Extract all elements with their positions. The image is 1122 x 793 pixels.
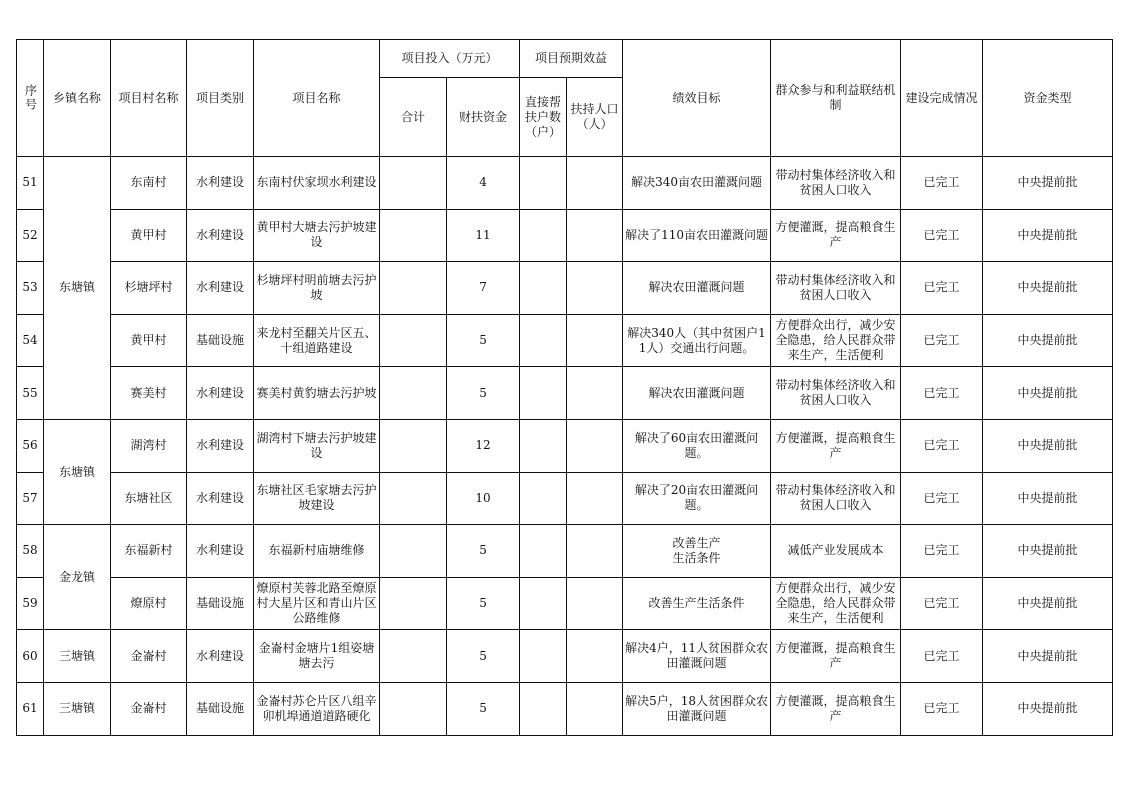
cell-category [187, 682, 254, 735]
cell-text: 中央提前批 [1017, 701, 1078, 716]
cell-text: 赛美村黄豹塘去污护坡 [256, 385, 377, 400]
cell-category [187, 157, 254, 210]
cell-seq: 60 [17, 630, 44, 683]
cell-text: 湖湾村下塘去污护坡建设 [256, 430, 377, 460]
cell-text: 12 [475, 438, 491, 453]
cell-town: 金龙镇 [44, 525, 111, 630]
cell-project [254, 525, 380, 578]
cell-category [187, 209, 254, 262]
cell-text: 已完工 [923, 175, 960, 190]
cell-text: 燎原村芙蓉北路至燎原村大星片区和青山片区公路维修 [256, 581, 377, 626]
cell-status [901, 525, 983, 578]
cell-text: 改善生产 生活条件 [672, 535, 721, 565]
cell-text: 方便灌溉，提高粮食生产 [775, 430, 896, 460]
cell-goal [623, 682, 771, 735]
cell-town: 三塘镇 [44, 630, 111, 683]
cell-people [567, 577, 623, 630]
cell-text: 5 [479, 543, 487, 558]
cell-village [111, 630, 187, 683]
cell-mechanism [771, 419, 901, 472]
cell-total [380, 525, 447, 578]
cell-text: 东塘社区 [124, 490, 173, 505]
cell-text: 杉塘坪村明前塘去污护坡 [256, 272, 377, 302]
cell-goal [623, 314, 771, 367]
cell-text: 东南村伏家坝水利建设 [256, 175, 377, 190]
table-row [17, 367, 1113, 420]
cell-goal [623, 472, 771, 525]
cell-text: 已完工 [923, 701, 960, 716]
cell-seq: 54 [17, 314, 44, 367]
cell-text: 基础设施 [195, 333, 244, 348]
table-row [17, 209, 1113, 262]
cell-text: 方便灌溉，提高粮食生产 [775, 693, 896, 723]
cell-text: 东福新村 [124, 543, 173, 558]
cell-goal [623, 525, 771, 578]
cell-category [187, 262, 254, 315]
cell-text: 黄甲村大塘去污护坡建设 [256, 220, 377, 250]
cell-households [520, 367, 567, 420]
cell-seq: 57 [17, 472, 44, 525]
cell-fund [447, 577, 520, 630]
cell-fund [447, 262, 520, 315]
header-village: 项目村名称 [111, 40, 187, 157]
cell-text: 10 [475, 490, 491, 505]
cell-text: 方便群众出行，减少安全隐患，给人民群众带来生产，生活便利 [775, 581, 896, 626]
cell-people [567, 314, 623, 367]
cell-text: 水利建设 [195, 280, 244, 295]
cell-households [520, 630, 567, 683]
cell-text: 5 [479, 701, 487, 716]
cell-text: 已完工 [923, 438, 960, 453]
cell-fund [447, 682, 520, 735]
cell-project [254, 314, 380, 367]
cell-text: 带动村集体经济收入和贫困人口收入 [775, 272, 896, 302]
cell-text: 黄甲村 [130, 333, 167, 348]
cell-people [567, 682, 623, 735]
cell-text: 水利建设 [195, 438, 244, 453]
header-households: 直接帮扶户数（户） [520, 78, 567, 157]
cell-households [520, 419, 567, 472]
cell-total [380, 630, 447, 683]
cell-fund-type [983, 367, 1113, 420]
table-row [17, 472, 1113, 525]
cell-fund [447, 314, 520, 367]
cell-text: 水利建设 [195, 175, 244, 190]
cell-fund-type [983, 630, 1113, 683]
cell-text: 解决340人（其中贫困户11人）交通出行问题。 [627, 325, 766, 355]
header-people: 扶持人口（人） [567, 78, 623, 157]
cell-text: 赛美村 [130, 385, 167, 400]
cell-status [901, 367, 983, 420]
cell-people [567, 157, 623, 210]
cell-fund-type [983, 262, 1113, 315]
cell-text: 杉塘坪村 [124, 280, 173, 295]
cell-status [901, 314, 983, 367]
cell-status [901, 577, 983, 630]
cell-text: 东福新村庙塘维修 [268, 543, 365, 558]
cell-category [187, 419, 254, 472]
cell-mechanism [771, 472, 901, 525]
cell-town: 东塘镇 [44, 419, 111, 524]
cell-category [187, 472, 254, 525]
cell-fund [447, 630, 520, 683]
cell-category [187, 314, 254, 367]
cell-fund-type [983, 525, 1113, 578]
cell-fund-type [983, 577, 1113, 630]
cell-households [520, 525, 567, 578]
cell-village [111, 262, 187, 315]
cell-text: 解决340亩农田灌溉问题 [631, 175, 762, 190]
cell-village [111, 157, 187, 210]
cell-text: 中央提前批 [1017, 438, 1078, 453]
cell-text: 方便灌溉，提高粮食生产 [775, 220, 896, 250]
table-body [17, 157, 1113, 736]
cell-text: 已完工 [923, 490, 960, 505]
cell-text: 中央提前批 [1017, 543, 1078, 558]
cell-text: 11 [475, 227, 491, 242]
cell-status [901, 419, 983, 472]
header-category: 项目类别 [187, 40, 254, 157]
cell-text: 已完工 [923, 333, 960, 348]
cell-total [380, 472, 447, 525]
table-row [17, 419, 1113, 472]
cell-text: 水利建设 [195, 543, 244, 558]
cell-text: 中央提前批 [1017, 385, 1078, 400]
header-fund-type: 资金类型 [983, 40, 1113, 157]
cell-goal [623, 262, 771, 315]
cell-text: 5 [479, 333, 487, 348]
cell-people [567, 419, 623, 472]
cell-village [111, 472, 187, 525]
table-row [17, 682, 1113, 735]
cell-seq: 52 [17, 209, 44, 262]
cell-mechanism [771, 525, 901, 578]
cell-text: 解决农田灌溉问题 [648, 385, 745, 400]
cell-fund-type [983, 314, 1113, 367]
cell-text: 已完工 [923, 543, 960, 558]
cell-text: 5 [479, 596, 487, 611]
cell-households [520, 314, 567, 367]
cell-fund [447, 209, 520, 262]
cell-mechanism [771, 682, 901, 735]
cell-goal [623, 577, 771, 630]
cell-mechanism [771, 367, 901, 420]
cell-status [901, 472, 983, 525]
cell-village [111, 525, 187, 578]
table-row [17, 262, 1113, 315]
table-row [17, 525, 1113, 578]
cell-people [567, 472, 623, 525]
cell-seq: 51 [17, 157, 44, 210]
cell-fund-type [983, 419, 1113, 472]
cell-goal [623, 209, 771, 262]
cell-total [380, 682, 447, 735]
cell-category [187, 577, 254, 630]
cell-text: 已完工 [923, 227, 960, 242]
cell-fund [447, 157, 520, 210]
table-row [17, 630, 1113, 683]
cell-text: 水利建设 [195, 227, 244, 242]
cell-households [520, 472, 567, 525]
cell-fund [447, 367, 520, 420]
cell-text: 解决了110亩农田灌溉问题 [625, 227, 768, 242]
cell-text: 金崙村金塘片1组姿塘塘去污 [258, 641, 375, 671]
cell-text: 方便灌溉，提高粮食生产 [775, 641, 896, 671]
cell-text: 来龙村至翻关片区五、十组道路建设 [256, 325, 377, 355]
header-investment-group: 项目投入（万元） [380, 40, 520, 78]
cell-text: 改善生产生活条件 [648, 596, 745, 611]
cell-seq: 55 [17, 367, 44, 420]
cell-fund [447, 472, 520, 525]
cell-project [254, 630, 380, 683]
header-status: 建设完成情况 [901, 40, 983, 157]
cell-status [901, 682, 983, 735]
cell-fund [447, 525, 520, 578]
header-benefit-group: 项目预期效益 [520, 40, 623, 78]
cell-people [567, 630, 623, 683]
cell-seq: 56 [17, 419, 44, 472]
cell-project [254, 157, 380, 210]
cell-households [520, 209, 567, 262]
cell-text: 已完工 [923, 648, 960, 663]
cell-text: 湖湾村 [130, 438, 167, 453]
cell-total [380, 157, 447, 210]
cell-people [567, 367, 623, 420]
cell-text: 减低产业发展成本 [787, 543, 884, 558]
table-row [17, 314, 1113, 367]
cell-fund-type [983, 209, 1113, 262]
cell-text: 黄甲村 [130, 227, 167, 242]
cell-text: 已完工 [923, 280, 960, 295]
cell-text: 基础设施 [195, 701, 244, 716]
cell-fund [447, 419, 520, 472]
cell-text: 4 [479, 175, 487, 190]
header-town: 乡镇名称 [44, 40, 111, 157]
cell-text: 东南村 [130, 175, 167, 190]
cell-text: 中央提前批 [1017, 596, 1078, 611]
cell-people [567, 525, 623, 578]
cell-town: 三塘镇 [44, 682, 111, 735]
header-project: 项目名称 [254, 40, 380, 157]
cell-project [254, 209, 380, 262]
cell-text: 基础设施 [195, 596, 244, 611]
cell-village [111, 367, 187, 420]
cell-category [187, 367, 254, 420]
cell-text: 带动村集体经济收入和贫困人口收入 [775, 167, 896, 197]
cell-village [111, 682, 187, 735]
cell-text: 水利建设 [195, 385, 244, 400]
cell-village [111, 419, 187, 472]
project-table [16, 39, 1113, 736]
header-goal: 绩效目标 [623, 40, 771, 157]
cell-text: 已完工 [923, 385, 960, 400]
cell-text: 5 [479, 385, 487, 400]
cell-seq: 59 [17, 577, 44, 630]
cell-text: 解决农田灌溉问题 [648, 280, 745, 295]
cell-mechanism [771, 157, 901, 210]
cell-text: 金崙村苏仑片区八组辛卯机埠通道道路硬化 [256, 693, 377, 723]
cell-seq: 58 [17, 525, 44, 578]
cell-text: 中央提前批 [1017, 490, 1078, 505]
cell-project [254, 472, 380, 525]
cell-status [901, 157, 983, 210]
cell-text: 燎原村 [130, 596, 167, 611]
cell-category [187, 630, 254, 683]
cell-text: 已完工 [923, 596, 960, 611]
cell-goal [623, 157, 771, 210]
cell-total [380, 262, 447, 315]
cell-total [380, 314, 447, 367]
cell-text: 5 [479, 648, 487, 663]
cell-category [187, 525, 254, 578]
cell-text: 东塘社区毛家塘去污护坡建设 [256, 483, 377, 513]
cell-text: 解决了60亩农田灌溉问题。 [634, 430, 759, 460]
cell-status [901, 209, 983, 262]
cell-project [254, 419, 380, 472]
cell-households [520, 262, 567, 315]
cell-text: 金崙村 [130, 701, 167, 716]
cell-households [520, 577, 567, 630]
cell-text: 水利建设 [195, 490, 244, 505]
cell-town: 东塘镇 [44, 157, 111, 420]
cell-total [380, 367, 447, 420]
cell-text: 中央提前批 [1017, 175, 1078, 190]
cell-goal [623, 419, 771, 472]
cell-project [254, 367, 380, 420]
cell-village [111, 577, 187, 630]
cell-text: 解决5户，18人贫困群众农田灌溉问题 [625, 693, 768, 723]
cell-households [520, 157, 567, 210]
cell-total [380, 577, 447, 630]
cell-text: 中央提前批 [1017, 648, 1078, 663]
cell-mechanism [771, 209, 901, 262]
cell-project [254, 262, 380, 315]
cell-households [520, 682, 567, 735]
cell-text: 金崙村 [130, 648, 167, 663]
cell-village [111, 209, 187, 262]
cell-people [567, 209, 623, 262]
cell-village [111, 314, 187, 367]
cell-total [380, 209, 447, 262]
cell-mechanism [771, 577, 901, 630]
cell-fund-type [983, 157, 1113, 210]
cell-text: 中央提前批 [1017, 333, 1078, 348]
cell-text: 方便群众出行，减少安全隐患，给人民群众带来生产，生活便利 [775, 318, 896, 363]
cell-mechanism [771, 314, 901, 367]
cell-status [901, 630, 983, 683]
cell-text: 带动村集体经济收入和贫困人口收入 [775, 378, 896, 408]
cell-goal [623, 630, 771, 683]
header-total: 合计 [380, 78, 447, 157]
cell-text: 带动村集体经济收入和贫困人口收入 [775, 483, 896, 513]
cell-status [901, 262, 983, 315]
cell-text: 7 [479, 280, 487, 295]
cell-seq: 53 [17, 262, 44, 315]
cell-text: 解决4户，11人贫困群众农田灌溉问题 [625, 641, 768, 671]
cell-text: 中央提前批 [1017, 280, 1078, 295]
header-seq: 序号 [17, 40, 44, 157]
cell-total [380, 419, 447, 472]
cell-seq: 61 [17, 682, 44, 735]
cell-mechanism [771, 630, 901, 683]
table-row [17, 157, 1113, 210]
cell-text: 解决了20亩农田灌溉问题。 [634, 483, 759, 513]
cell-people [567, 262, 623, 315]
cell-text: 水利建设 [195, 648, 244, 663]
cell-fund-type [983, 472, 1113, 525]
table-row [17, 577, 1113, 630]
cell-project [254, 577, 380, 630]
header-mechanism: 群众参与和利益联结机制 [771, 40, 901, 157]
cell-fund-type [983, 682, 1113, 735]
cell-project [254, 682, 380, 735]
cell-goal [623, 367, 771, 420]
cell-text: 中央提前批 [1017, 227, 1078, 242]
cell-mechanism [771, 262, 901, 315]
header-fund: 财扶资金 [447, 78, 520, 157]
